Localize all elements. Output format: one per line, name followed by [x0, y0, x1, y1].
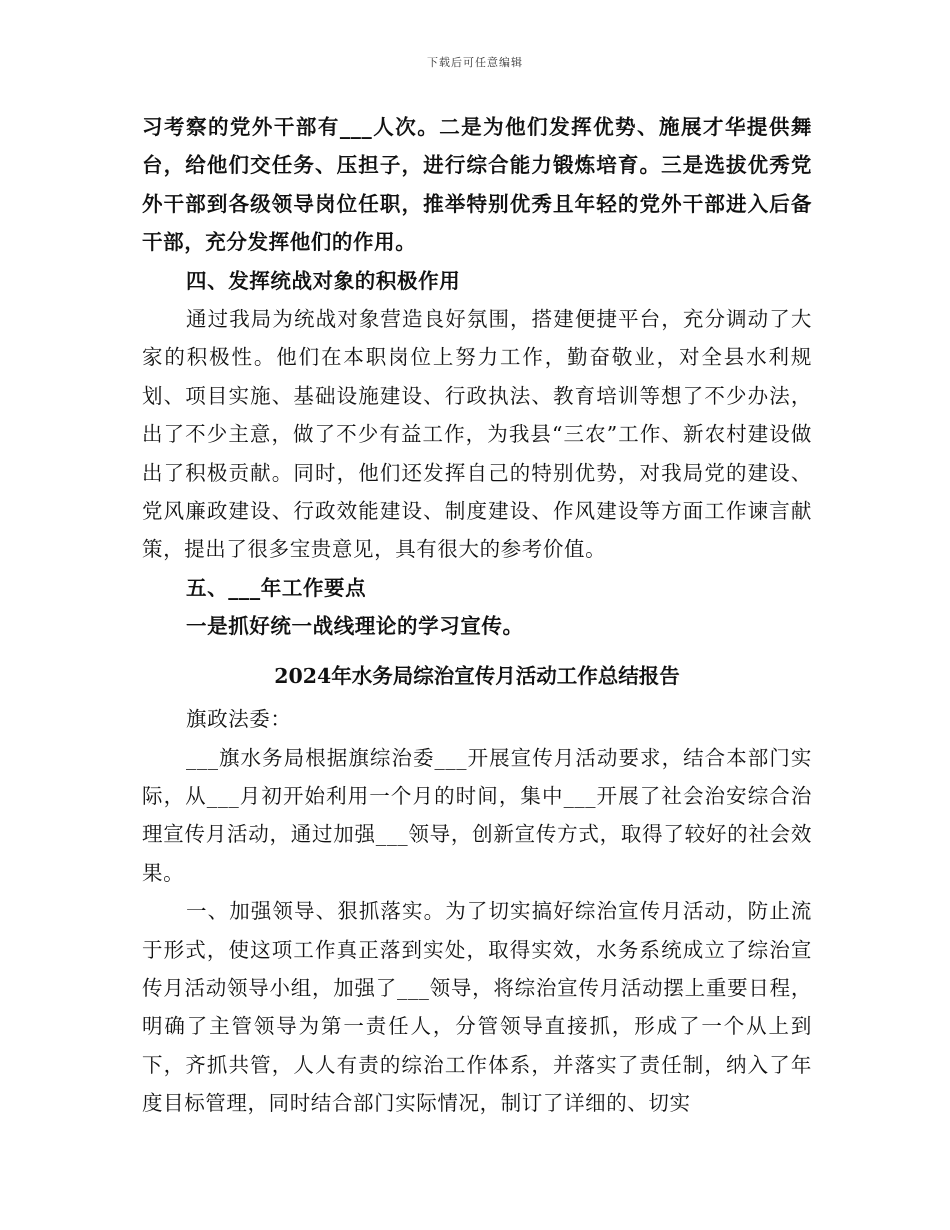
- section-heading-5: 五、___年工作要点: [186, 575, 367, 600]
- page-header: 下载后可任意编辑: [427, 56, 523, 69]
- report-title: 2024年水务局综治宣传月活动工作总结报告: [274, 663, 680, 688]
- paragraph-prev-continuation: 习考察的党外干部有___人次。二是为他们发挥优势、施展才华提供舞台，给他们交任务、压担子，进行综合能力锻炼培育。三是选拔优秀党外干部到各级领导岗位任职，推举特别优秀且年轻的党外干部进入后备干部，充分发挥他们的作用。: [142, 115, 812, 255]
- report-paragraph-leadership: 一、加强领导、狠抓落实。为了切实搞好综治宣传月活动，防止流于形式，使这项工作真正落到实处，取得实效，水务系统成立了综治宣传月活动领导小组，加强了___领导，将综治宣传月活动摆上重要日程，明确了主管领导为第一责任人，分管领导直接抓，形成了一个从上到下，齐抓共管，人人有责的综治工作体系，并落实了责任制，纳入了年度目标管理，同时结合部门实际情况，制订了详细的、切实: [142, 899, 812, 1116]
- report-salutation: 旗政法委：: [186, 707, 292, 732]
- work-point-1: 一是抓好统一战线理论的学习宣传。: [186, 614, 524, 639]
- section-heading-4: 四、发挥统战对象的积极作用: [186, 268, 461, 293]
- paragraph-unified-front-role: 通过我局为统战对象营造良好氛围，搭建便捷平台，充分调动了大家的积极性。他们在本职岗位上努力工作，勤奋敬业，对全县水利规划、项目实施、基础设施建设、行政执法、教育培训等想了不少办法，出了不少主意，做了不少有益工作，为我县“三农”工作、新农村建设做出了积极贡献。同时，他们还发挥自己的特别优势，对我局党的建设、党风廉政建设、行政效能建设、制度建设、作风建设等方面工作谏言献策，提出了很多宝贵意见，具有很大的参考价值。: [142, 307, 812, 562]
- report-paragraph-intro: ___旗水务局根据旗综治委___开展宣传月活动要求，结合本部门实际，从___月初开始利用一个月的时间，集中___开展了社会治安综合治理宣传月活动，通过加强___领导，创新宣传方式，取得了较好的社会效果。: [142, 745, 812, 885]
- document-body: [142, 108, 812, 1123]
